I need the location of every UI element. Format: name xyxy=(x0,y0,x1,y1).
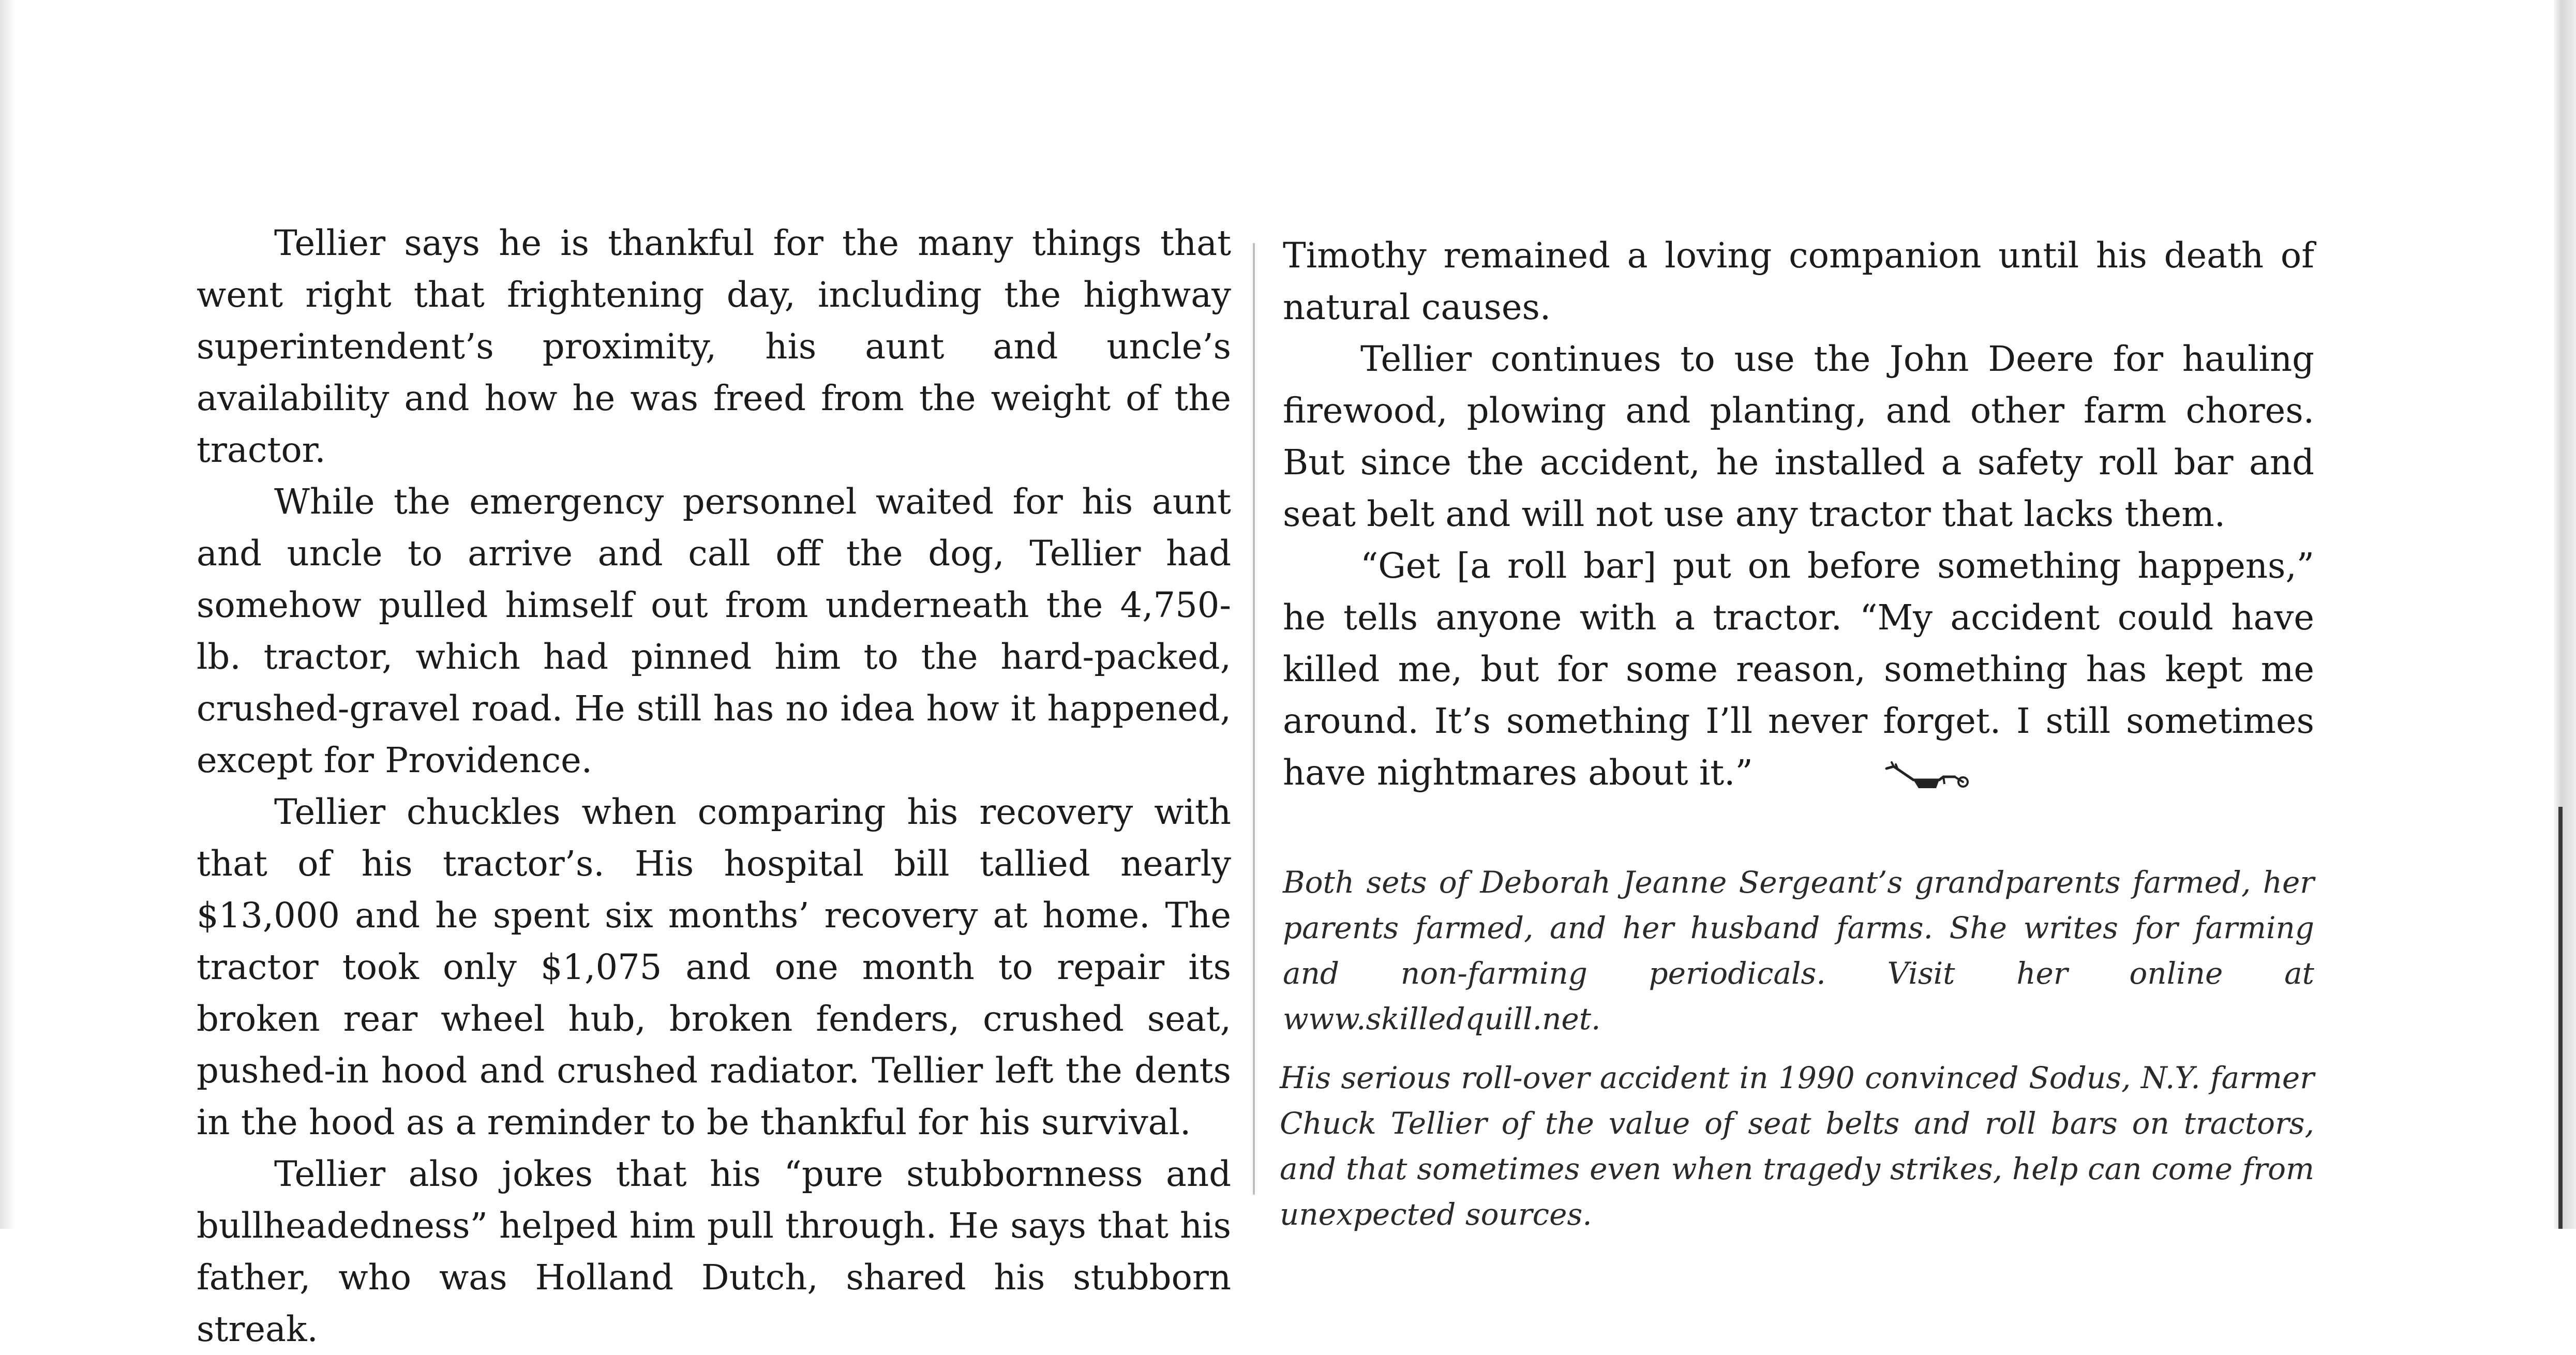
paragraph-john-deere: Tellier continues to use the John Deere for hauling firewood, plowing and planting, and other farm chores. But since the accident, he installed a safety roll bar and seat belt and will not use any tractor that lacks them. xyxy=(1283,339,2314,534)
paragraph-thankful: Tellier says he is thankful for the many things that went right that frightening day, including the highway superintendent’s proximity, his aunt and uncle’s availability and how he was freed from the weight of the tractor. xyxy=(197,223,1231,470)
right-column xyxy=(1283,230,2314,799)
paragraph-freed: While the emergency personnel waited for his aunt and uncle to arrive and call off the dog, Tellier had somehow pulled himself out from underneath the 4,750-lb. tractor, which had pinned him to the hard-packed, crushed-gravel road. He still has no idea how it happened, except for Providence. xyxy=(197,481,1231,780)
paragraph-stubbornness: Tellier also jokes that his “pure stubbornness and bullheadedness” helped him pull through. He says that his father, who was Holland Dutch, shared his stubborn streak. xyxy=(197,1154,1231,1349)
paragraph-timothy: Timothy remained a loving companion until his death of natural causes. xyxy=(1283,235,2314,327)
plow-icon xyxy=(1805,758,1898,794)
column-divider xyxy=(1253,243,1255,1195)
page-right-edge xyxy=(2554,0,2576,1229)
page-edge-mark xyxy=(2558,807,2563,1229)
photo-caption: His serious roll-over accident in 1990 convinced Sodus, N.Y. farmer Chuck Tellier of the value of seat belts and roll bars on tractors, and that sometimes even when tragedy strikes, help can come from unexpected sources. xyxy=(1280,1060,2314,1232)
paragraph-quote-text: “Get [a roll bar] put on before something happens,” he tells anyone with a tractor. “My accident could have killed me, but for some reason, something has kept me around. It’s something I’ll never forget. I still sometimes have nightmares about it.” xyxy=(1283,546,2314,793)
author-bio: Both sets of Deborah Jeanne Sergeant’s grandparents farmed, her parents farmed, and her husband farms. She writes for farming and non-farming periodicals. Visit her online at www.skilledquill.net. xyxy=(1283,865,2314,1036)
paragraph-recovery: Tellier chuckles when comparing his recovery with that of his tractor’s. His hospital bill tallied nearly $13,000 and he spent six months’ recovery at home. The tractor took only $1,075 and one month to repair its broken rear wheel hub, broken fenders, crushed seat, pushed-in hood and crushed radiator. Tellier left the dents in the hood as a reminder to be thankful for his survival. xyxy=(197,792,1231,1142)
page-left-shadow xyxy=(0,0,14,1229)
paragraph-quote xyxy=(1283,540,2314,799)
left-column xyxy=(197,217,1231,1355)
